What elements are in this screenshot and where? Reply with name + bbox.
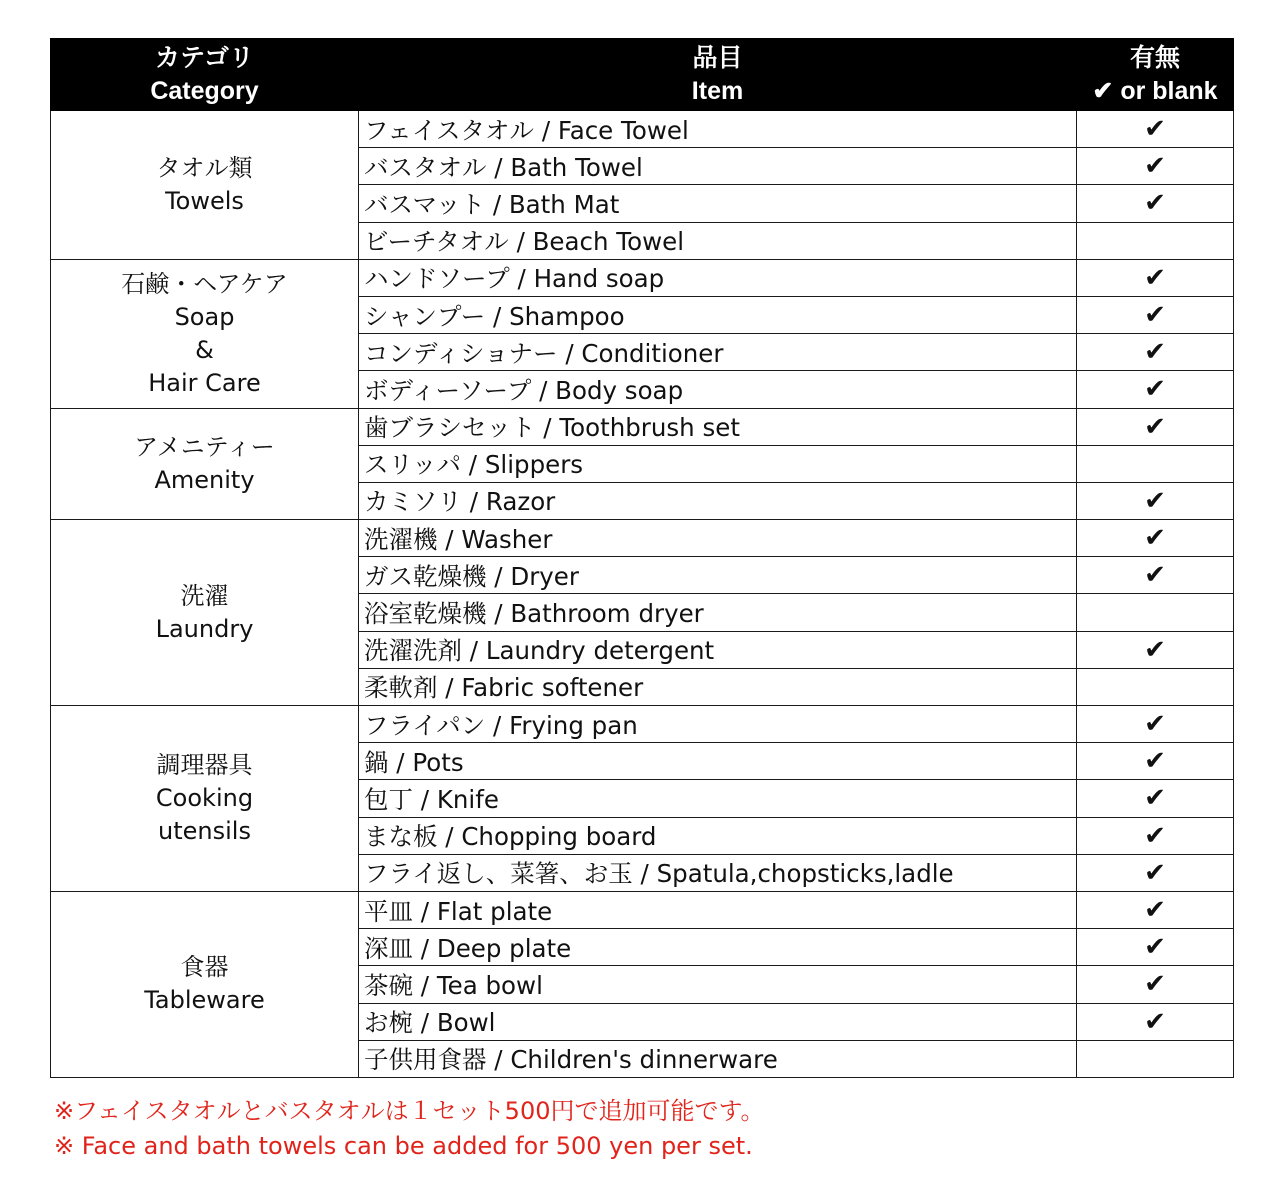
availability-cell [1077,185,1234,222]
item-label: ガス乾燥機 / Dryer [359,557,1077,594]
checkmark-icon: ✔ [1144,634,1166,665]
category-label: Amenity [154,465,255,494]
checkmark-icon: ✔ [1144,262,1166,293]
category-label: Hair Care [148,368,261,397]
category-label: Tableware [144,986,265,1015]
checkmark-icon: ✔ [1144,374,1166,405]
category-label: utensils [158,816,251,845]
item-header [359,39,1077,111]
item-label: ボディーソープ / Body soap [359,371,1077,408]
item-label: 浴室乾燥機 / Bathroom dryer [359,594,1077,631]
item-label: 包丁 / Knife [359,780,1077,817]
item-label: 洗濯洗剤 / Laundry detergent [359,631,1077,668]
item-label: まな板 / Chopping board [359,817,1077,854]
category-cell [51,408,359,520]
availability-cell [1077,1040,1234,1077]
table-row [51,259,1234,296]
item-label: 歯ブラシセット / Toothbrush set [359,408,1077,445]
item-label: 洗濯機 / Washer [359,520,1077,557]
availability-cell [1077,520,1234,557]
category-label: 石鹸・ヘアケア [121,269,288,298]
item-label: 鍋 / Pots [359,743,1077,780]
checkmark-icon: ✔ [1144,746,1166,777]
availability-cell [1077,817,1234,854]
item-label: カミソリ / Razor [359,482,1077,519]
item-header-en: Item [691,76,744,105]
checkmark-icon: ✔ [1144,485,1166,516]
availability-cell [1077,222,1234,259]
category-label: Soap [174,302,235,331]
checkmark-icon: ✔ [1144,709,1166,740]
checkmark-icon: ✔ [1144,188,1166,219]
availability-cell [1077,594,1234,631]
checkmark-icon: ✔ [1144,300,1166,331]
category-cell [51,706,359,892]
table-row [51,891,1234,928]
availability-cell [1077,743,1234,780]
checkmark-icon: ✔ [1144,151,1166,182]
footnotes [54,1094,765,1164]
checkmark-icon: ✔ [1144,895,1166,926]
checkmark-icon: ✔ [1144,337,1166,368]
table-body [51,111,1234,1078]
category-label: Cooking [155,783,254,812]
item-label: スリッパ / Slippers [359,445,1077,482]
item-label: 柔軟剤 / Fabric softener [359,668,1077,705]
availability-cell [1077,557,1234,594]
availability-header-en: ✔ or blank [1092,76,1218,105]
checkmark-icon: ✔ [1144,411,1166,442]
availability-cell [1077,296,1234,333]
availability-cell [1077,148,1234,185]
item-label: フライパン / Frying pan [359,706,1077,743]
availability-cell [1077,445,1234,482]
item-label: 茶碗 / Tea bowl [359,966,1077,1003]
category-label: & [195,335,214,364]
category-cell [51,111,359,260]
category-label: 洗濯 [180,581,229,610]
category-cell [51,891,359,1077]
item-label: お椀 / Bowl [359,1003,1077,1040]
table-row [51,408,1234,445]
item-label: フェイスタオル / Face Towel [359,111,1077,148]
category-label: Towels [165,186,244,215]
checkmark-icon: ✔ [1144,969,1166,1000]
item-label: シャンプー / Shampoo [359,296,1077,333]
availability-cell [1077,854,1234,891]
checkmark-icon: ✔ [1144,114,1166,145]
table-row [51,111,1234,148]
availability-header [1077,39,1234,111]
checkmark-icon: ✔ [1144,523,1166,554]
availability-cell [1077,668,1234,705]
availability-cell [1077,259,1234,296]
category-header [51,39,359,111]
item-label: ハンドソープ / Hand soap [359,259,1077,296]
availability-cell [1077,929,1234,966]
checkmark-icon: ✔ [1144,932,1166,963]
item-label: フライ返し、菜箸、お玉 / Spatula,chopsticks,ladle [359,854,1077,891]
availability-cell [1077,111,1234,148]
item-header-ja: 品目 [692,43,743,72]
checkmark-icon: ✔ [1144,1006,1166,1037]
availability-cell [1077,334,1234,371]
checkmark-icon: ✔ [1144,857,1166,888]
category-label: タオル類 [156,153,253,182]
item-label: バスマット / Bath Mat [359,185,1077,222]
category-label: 調理器具 [156,750,253,779]
category-label: アメニティー [134,432,275,461]
checkmark-icon: ✔ [1144,560,1166,591]
item-label: 深皿 / Deep plate [359,929,1077,966]
item-label: 平皿 / Flat plate [359,891,1077,928]
item-label: 子供用食器 / Children's dinnerware [359,1040,1077,1077]
category-header-en: Category [150,76,259,105]
availability-cell [1077,482,1234,519]
category-header-ja: カテゴリ [154,43,254,72]
item-label: バスタオル / Bath Towel [359,148,1077,185]
header-row [51,39,1234,111]
availability-header-ja: 有無 [1129,43,1180,72]
category-cell [51,259,359,408]
availability-cell [1077,966,1234,1003]
footnote-en: ※ Face and bath towels can be added for 500 yen per set. [54,1132,753,1160]
category-label: Laundry [155,614,254,643]
item-label: コンディショナー / Conditioner [359,334,1077,371]
category-label: 食器 [180,953,229,982]
footnote-ja: ※フェイスタオルとバスタオルは１セット500円で追加可能です。 [54,1097,765,1125]
availability-cell [1077,371,1234,408]
availability-cell [1077,891,1234,928]
table-row [51,706,1234,743]
checkmark-icon: ✔ [1144,820,1166,851]
availability-cell [1077,1003,1234,1040]
table-row [51,520,1234,557]
item-label: ビーチタオル / Beach Towel [359,222,1077,259]
availability-cell [1077,706,1234,743]
checkmark-icon: ✔ [1144,783,1166,814]
availability-cell [1077,631,1234,668]
availability-cell [1077,780,1234,817]
category-cell [51,520,359,706]
amenity-table [50,38,1234,1078]
availability-cell [1077,408,1234,445]
